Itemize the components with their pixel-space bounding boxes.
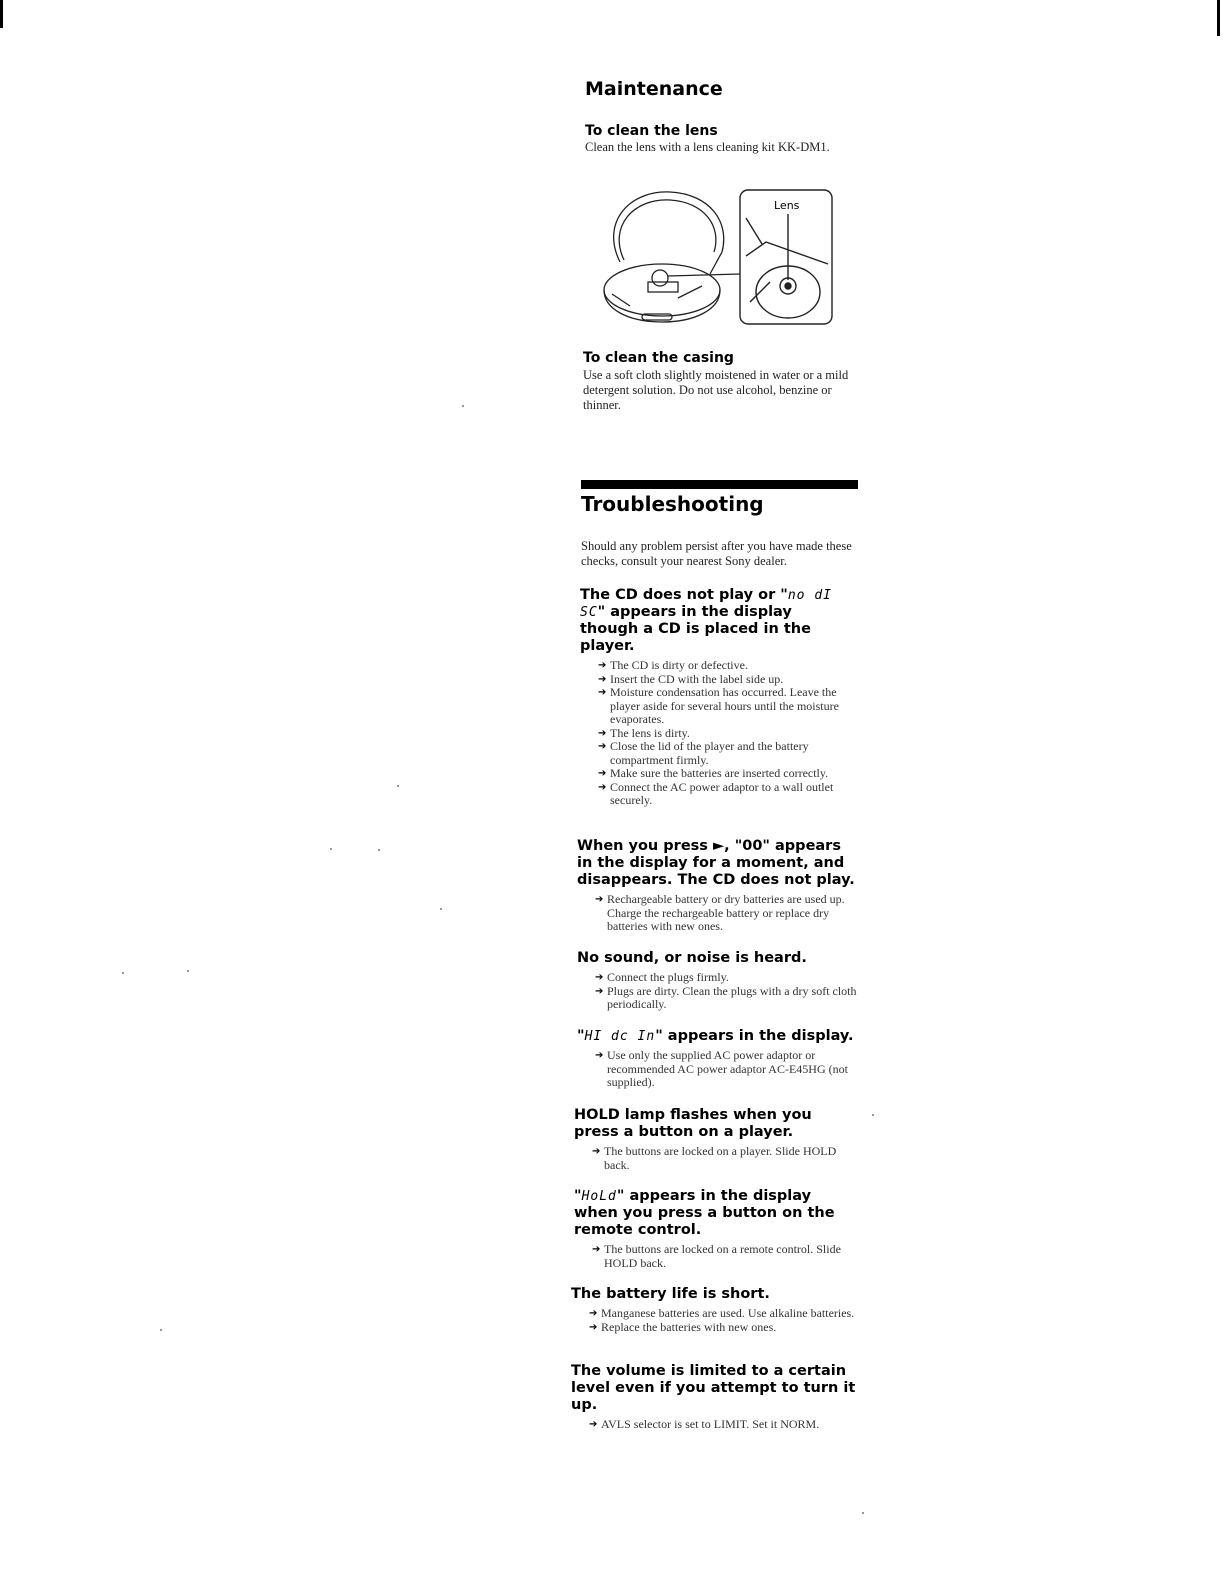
- lens-instructions: Clean the lens with a lens cleaning kit KK-DM1.: [585, 140, 830, 154]
- issue-heading: The volume is limited to a certain level even if you attempt to turn it up.: [571, 1363, 856, 1413]
- troubleshooting-title: Troubleshooting: [581, 492, 764, 516]
- remedy-item: ➔ AVLS selector is set to LIMIT. Set it NORM.: [589, 1417, 820, 1431]
- arrow-icon: ➔: [598, 741, 607, 752]
- display-segment-text: HoLd: [581, 1189, 617, 1204]
- remedy-item: ➔ The CD is dirty or defective.: [598, 658, 748, 672]
- issue-hi-dc-in: [577, 1028, 859, 1090]
- issue-hold-remote: [574, 1188, 859, 1270]
- arrow-icon: ➔: [598, 673, 607, 685]
- lens-heading: To clean the lens: [585, 123, 718, 139]
- issue-heading: The battery life is short.: [571, 1286, 770, 1302]
- remedy-item: ➔ Connect the plugs firmly.: [595, 970, 729, 984]
- scan-edge-mark-right: [1217, 0, 1220, 36]
- remedy-list: [580, 659, 855, 808]
- scan-speck: [187, 970, 189, 972]
- remedy-item: ➔ The buttons are locked on a remote control. Slide HOLD back.: [592, 1242, 841, 1270]
- arrow-icon: ➔: [598, 768, 607, 779]
- lens-callout-label: Lens: [774, 199, 800, 212]
- remedy-item: ➔ Manganese batteries are used. Use alkaline batteries.: [589, 1306, 855, 1320]
- remedy-item: ➔ Connect the AC power adaptor to a wall outlet securely.: [598, 779, 834, 807]
- remedy-list: [577, 971, 859, 1012]
- remedy-item: ➔ Make sure the batteries are inserted correctly.: [598, 766, 829, 780]
- arrow-icon: ➔: [595, 894, 604, 905]
- issue-heading: No sound, or noise is heard.: [577, 950, 807, 966]
- remedy-list: [571, 1307, 859, 1334]
- remedy-item: ➔ Plugs are dirty. Clean the plugs with a dry soft cloth periodically.: [595, 983, 857, 1011]
- arrow-icon: ➔: [592, 1244, 601, 1255]
- arrow-icon: ➔: [598, 660, 607, 671]
- display-segment-text: HI dc In: [584, 1029, 656, 1044]
- remedy-list: [574, 1243, 859, 1270]
- remedy-list: [577, 1049, 859, 1090]
- issue-00-display: [577, 838, 859, 934]
- scan-speck: [330, 848, 332, 850]
- issue-no-disc: [580, 587, 855, 808]
- remedy-list: [574, 1145, 859, 1172]
- scan-speck: [462, 405, 464, 407]
- remedy-item: ➔ Close the lid of the player and the battery compartment firmly.: [598, 739, 809, 767]
- scan-speck: [440, 908, 442, 910]
- arrow-icon: ➔: [598, 687, 607, 698]
- arrow-icon: ➔: [592, 1146, 601, 1157]
- remedy-item: ➔ The buttons are locked on a player. Slide HOLD back.: [592, 1144, 837, 1172]
- casing-heading: To clean the casing: [583, 350, 734, 366]
- troubleshooting-intro: Should any problem persist after you have made these checks, consult your nearest Sony dealer.: [581, 539, 852, 568]
- arrow-icon: ➔: [598, 727, 607, 739]
- scan-edge-mark-left: [0, 0, 3, 28]
- remedy-item: ➔ Use only the supplied AC power adaptor or recommended AC power adaptor AC-E45HG (not supplied).: [595, 1048, 848, 1089]
- remedy-item: ➔ The lens is dirty.: [598, 725, 690, 740]
- issue-volume-limited: [571, 1363, 859, 1432]
- issue-heading: "HoLd" appears in the display when you press a button on the remote control.: [574, 1188, 835, 1238]
- issue-heading: HOLD lamp flashes when you press a button on a player.: [574, 1107, 812, 1140]
- maintenance-title: Maintenance: [585, 78, 723, 100]
- display-segment-text: no dI SC: [580, 588, 832, 620]
- scan-speck: [397, 785, 399, 787]
- remedy-item: ➔ Rechargeable battery or dry batteries are used up. Charge the rechargeable battery or replace dry batteries with new ones.: [595, 892, 845, 933]
- scan-speck: [862, 1512, 864, 1514]
- issue-no-sound: [577, 950, 859, 1012]
- arrow-icon: ➔: [595, 972, 604, 983]
- arrow-icon: ➔: [598, 781, 607, 793]
- arrow-icon: ➔: [595, 985, 604, 997]
- scan-speck: [872, 1114, 874, 1116]
- remedy-item: ➔ Insert the CD with the label side up.: [598, 671, 784, 686]
- scan-speck: [160, 1329, 162, 1331]
- remedy-list: [577, 893, 859, 934]
- arrow-icon: ➔: [589, 1321, 598, 1333]
- issue-heading: The CD does not play or "no dI SC" appears in the display though a CD is placed in the player.: [580, 587, 832, 654]
- remedy-item: ➔ Moisture condensation has occurred. Leave the player aside for several hours until the moisture evaporates.: [598, 685, 839, 726]
- scan-speck: [378, 849, 380, 851]
- section-divider-bar: [581, 480, 858, 489]
- issue-hold-lamp: [574, 1107, 859, 1172]
- issue-heading: When you press ►, "00" appears in the display for a moment, and disappears. The CD does not play.: [577, 838, 855, 888]
- scan-speck: [122, 972, 124, 974]
- casing-instructions: Use a soft cloth slightly moistened in water or a mild detergent solution. Do not use alcohol, benzine or thinner.: [583, 368, 849, 412]
- arrow-icon: ➔: [589, 1419, 598, 1430]
- arrow-icon: ➔: [589, 1308, 598, 1319]
- remedy-list: [571, 1418, 859, 1432]
- cd-player-lens-illustration: [590, 182, 850, 332]
- arrow-icon: ➔: [595, 1050, 604, 1061]
- issue-battery-life: [571, 1286, 859, 1334]
- remedy-item: ➔ Replace the batteries with new ones.: [589, 1319, 777, 1334]
- issue-heading: "HI dc In" appears in the display.: [577, 1028, 854, 1044]
